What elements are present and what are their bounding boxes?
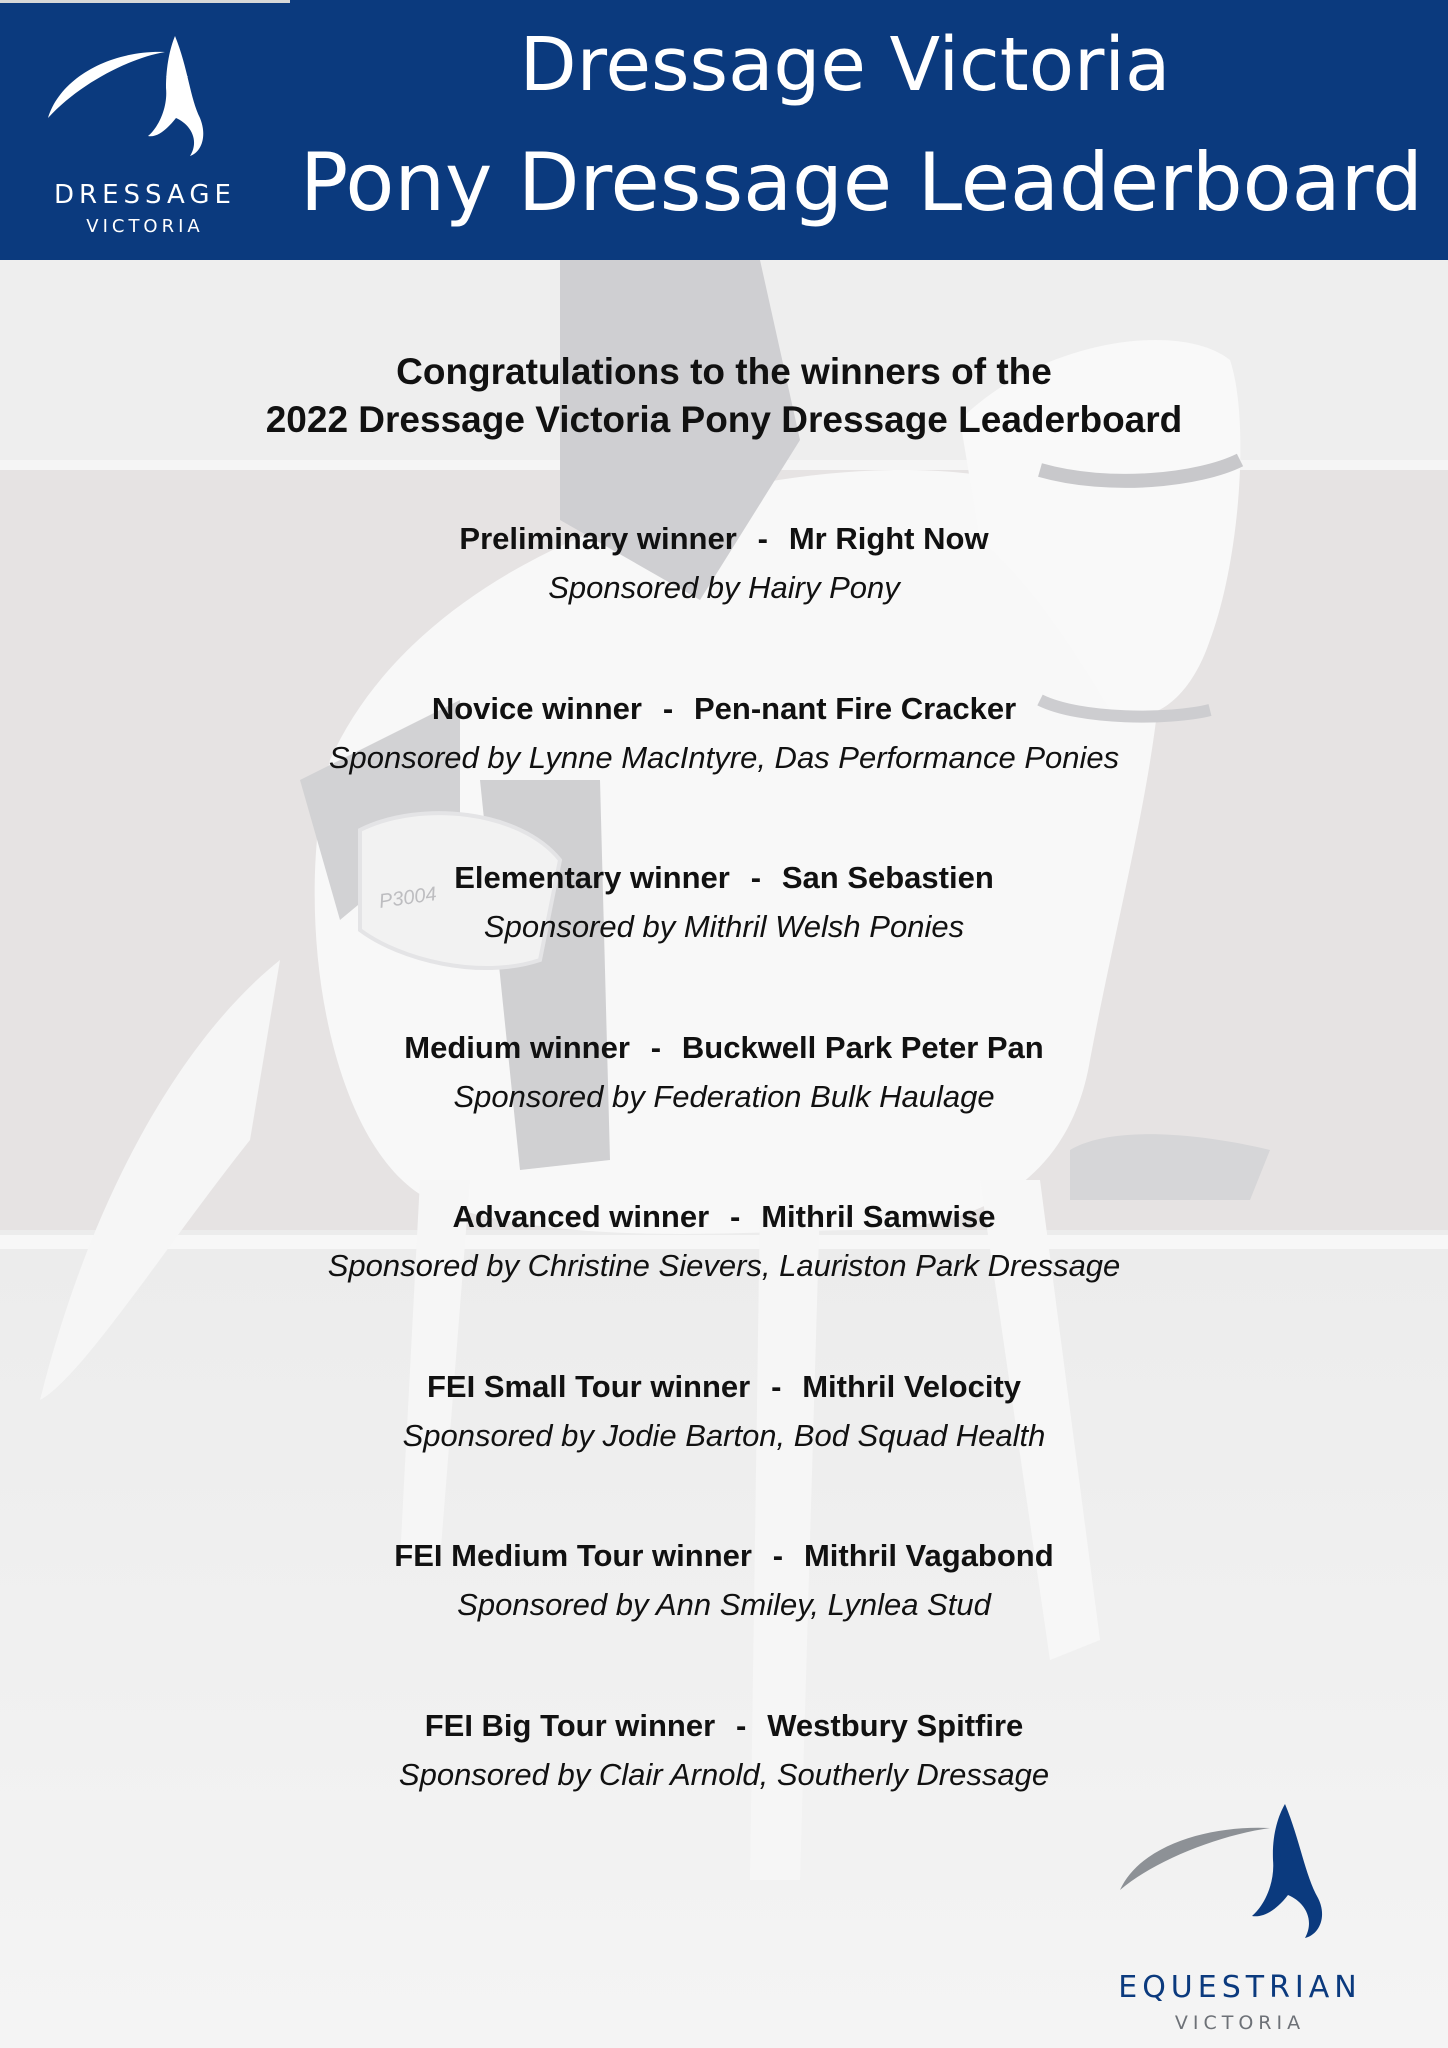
saddle-cloth-number: P3004	[377, 883, 438, 913]
winner-line	[0, 1358, 1448, 1416]
winner-separator: -	[650, 1029, 662, 1065]
winner-sponsor: Sponsored by Mithril Welsh Ponies	[483, 909, 965, 944]
winner-category: FEI Big Tour winner	[424, 1707, 716, 1743]
equestrian-victoria-logo	[1100, 1790, 1380, 2040]
page-title-line1: Dressage Victoria	[519, 22, 1171, 108]
winner-line	[0, 680, 1448, 738]
winner-line	[0, 510, 1448, 568]
winner-line	[0, 1697, 1448, 1755]
winner-entry	[0, 1527, 1448, 1697]
winner-category: FEI Medium Tour winner	[394, 1538, 752, 1573]
header-top-line	[0, 0, 290, 3]
winner-separator: -	[772, 1538, 784, 1573]
winner-horse: San Sebastien	[781, 860, 994, 895]
congratulations-heading	[0, 348, 1448, 444]
winner-category: Preliminary winner	[459, 521, 737, 556]
winner-line	[0, 1188, 1448, 1246]
winner-horse: Mr Right Now	[788, 521, 989, 556]
winner-entry	[0, 849, 1448, 1019]
winner-horse: Mithril Vagabond	[803, 1538, 1054, 1573]
winner-sponsor: Sponsored by Lynne MacIntyre, Das Performance Ponies	[328, 739, 1120, 775]
winner-horse: Pen-nant Fire Cracker	[694, 690, 1017, 726]
winners-list	[0, 510, 1448, 1866]
winner-line	[0, 1527, 1448, 1585]
winner-horse: Mithril Velocity	[802, 1368, 1022, 1404]
winner-sponsor: Sponsored by Jodie Barton, Bod Squad Health	[402, 1417, 1046, 1453]
horse-head-icon	[40, 28, 250, 178]
winner-category: Novice winner	[431, 690, 642, 726]
winner-category: Elementary winner	[454, 860, 730, 895]
victoria-logo-word: VICTORIA	[1174, 2012, 1306, 2034]
winner-line	[0, 1019, 1448, 1077]
dressage-victoria-logo	[40, 28, 250, 243]
winner-horse: Mithril Samwise	[761, 1199, 996, 1234]
winner-entry	[0, 1019, 1448, 1189]
winner-separator: -	[757, 521, 768, 556]
winner-sponsor: Sponsored by Clair Arnold, Southerly Dressage	[398, 1756, 1050, 1792]
winner-sponsor: Sponsored by Christine Sievers, Lauriston Park Dressage	[327, 1248, 1121, 1283]
winner-entry	[0, 680, 1448, 850]
winner-separator: -	[736, 1707, 747, 1743]
winner-sponsor: Sponsored by Federation Bulk Haulage	[453, 1078, 995, 1114]
winner-line	[0, 849, 1448, 907]
victoria-logo-word: VICTORIA	[86, 216, 204, 237]
winner-category: Medium winner	[404, 1029, 630, 1065]
winner-entry	[0, 1358, 1448, 1528]
winner-separator: -	[662, 690, 674, 726]
intro-line2: 2022 Dressage Victoria Pony Dressage Leaderboard	[265, 399, 1183, 440]
winner-category: Advanced winner	[452, 1199, 710, 1234]
page-title-line2: Pony Dressage Leaderboard	[300, 136, 1423, 229]
equestrian-logo-word: EQUESTRIAN	[1118, 1970, 1362, 2005]
horse-head-icon	[1100, 1790, 1380, 1965]
winner-separator: -	[750, 860, 762, 895]
dressage-logo-word: DRESSAGE	[54, 180, 236, 210]
winner-category: FEI Small Tour winner	[426, 1368, 751, 1404]
header-banner	[0, 0, 1448, 260]
winner-separator: -	[771, 1368, 782, 1404]
intro-line1: Congratulations to the winners of the	[396, 351, 1052, 392]
winner-sponsor: Sponsored by Ann Smiley, Lynlea Stud	[457, 1587, 991, 1622]
winner-sponsor: Sponsored by Hairy Pony	[548, 570, 900, 605]
winner-separator: -	[730, 1199, 741, 1234]
winner-entry	[0, 1188, 1448, 1358]
winner-horse: Westbury Spitfire	[767, 1707, 1024, 1743]
winner-horse: Buckwell Park Peter Pan	[681, 1029, 1044, 1065]
winner-entry	[0, 510, 1448, 680]
